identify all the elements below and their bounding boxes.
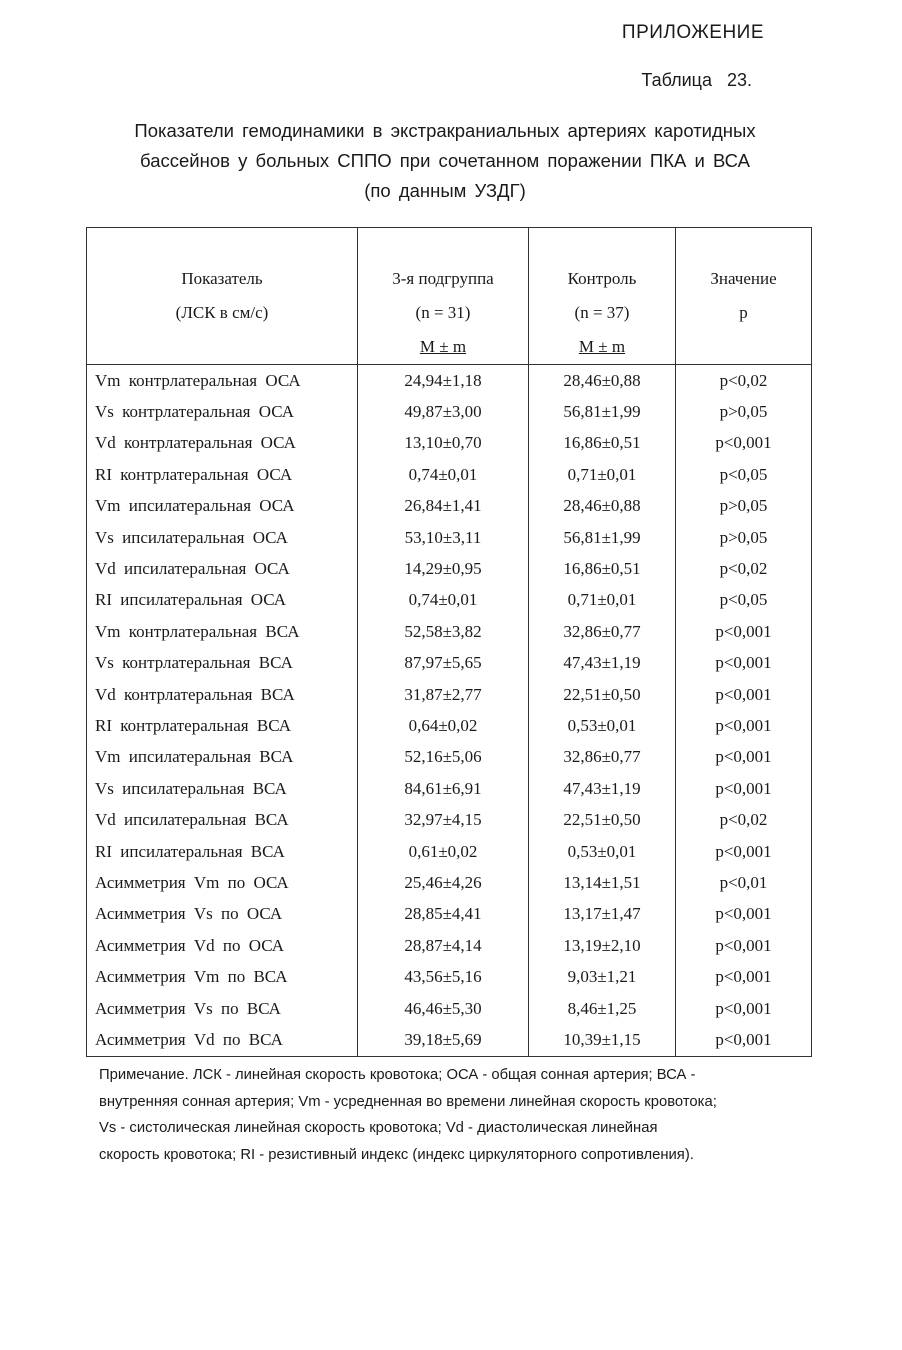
- header-text: Контроль: [567, 269, 637, 288]
- p-value-cell: p<0,001: [676, 428, 812, 459]
- indicator-cell: Асимметрия Vm по ОСА: [87, 867, 358, 898]
- table-row: [87, 961, 812, 992]
- p-value-cell: p<0,001: [676, 648, 812, 679]
- indicator-cell: Vm контрлатеральная ОСА: [87, 365, 358, 397]
- indicator-cell: Vs контрлатеральная ОСА: [87, 396, 358, 427]
- indicator-cell: Асимметрия Vm по ВСА: [87, 961, 358, 992]
- control-value-cell: 13,14±1,51: [529, 867, 676, 898]
- control-value-cell: 56,81±1,99: [529, 396, 676, 427]
- subgroup-value-cell: 0,64±0,02: [358, 710, 529, 741]
- header-p-value: [676, 228, 812, 365]
- subgroup-value-cell: 39,18±5,69: [358, 1024, 529, 1056]
- p-value-cell: p<0,01: [676, 867, 812, 898]
- table-row: [87, 773, 812, 804]
- header-text: Показатель: [181, 269, 263, 288]
- control-value-cell: 16,86±0,51: [529, 428, 676, 459]
- p-value-cell: p<0,05: [676, 585, 812, 616]
- header-text: (n = 31): [415, 303, 471, 322]
- subgroup-value-cell: 13,10±0,70: [358, 428, 529, 459]
- hemodynamics-table: [86, 227, 812, 1057]
- indicator-cell: Асимметрия Vd по ОСА: [87, 930, 358, 961]
- table-row: [87, 585, 812, 616]
- subgroup-value-cell: 0,61±0,02: [358, 836, 529, 867]
- subgroup-value-cell: 26,84±1,41: [358, 491, 529, 522]
- subgroup-value-cell: 52,58±3,82: [358, 616, 529, 647]
- indicator-cell: Vd ипсилатеральная ОСА: [87, 553, 358, 584]
- subgroup-value-cell: 43,56±5,16: [358, 961, 529, 992]
- table-row: [87, 553, 812, 584]
- subgroup-value-cell: 87,97±5,65: [358, 648, 529, 679]
- subgroup-value-cell: 49,87±3,00: [358, 396, 529, 427]
- table-row: [87, 679, 812, 710]
- control-value-cell: 16,86±0,51: [529, 553, 676, 584]
- indicator-cell: Асимметрия Vs по ВСА: [87, 993, 358, 1024]
- table-header-row: [87, 228, 812, 365]
- subgroup-value-cell: 46,46±5,30: [358, 993, 529, 1024]
- table-note: [99, 1062, 817, 1168]
- control-value-cell: 28,46±0,88: [529, 491, 676, 522]
- p-value-cell: p<0,05: [676, 459, 812, 490]
- subgroup-value-cell: 52,16±5,06: [358, 742, 529, 773]
- p-value-cell: p<0,02: [676, 365, 812, 397]
- indicator-cell: Vs контрлатеральная ВСА: [87, 648, 358, 679]
- indicator-cell: Vm контрлатеральная ВСА: [87, 616, 358, 647]
- control-value-cell: 56,81±1,99: [529, 522, 676, 553]
- indicator-cell: RI контрлатеральная ВСА: [87, 710, 358, 741]
- p-value-cell: p<0,001: [676, 773, 812, 804]
- table-row: [87, 428, 812, 459]
- control-value-cell: 0,71±0,01: [529, 585, 676, 616]
- note-line: скорость кровотока; RI - резистивный индекс (индекс циркуляторного сопротивления).: [99, 1146, 694, 1163]
- p-value-cell: p<0,001: [676, 836, 812, 867]
- subgroup-value-cell: 31,87±2,77: [358, 679, 529, 710]
- table-row: [87, 365, 812, 397]
- p-value-cell: p>0,05: [676, 522, 812, 553]
- indicator-cell: Vm ипсилатеральная ОСА: [87, 491, 358, 522]
- header-text: p: [739, 303, 748, 322]
- indicator-cell: Vd контрлатеральная ВСА: [87, 679, 358, 710]
- p-value-cell: p<0,02: [676, 804, 812, 835]
- table-row: [87, 993, 812, 1024]
- table-row: [87, 459, 812, 490]
- subgroup-value-cell: 24,94±1,18: [358, 365, 529, 397]
- subgroup-value-cell: 25,46±4,26: [358, 867, 529, 898]
- note-line: Примечание. ЛСК - линейная скорость кровотока; ОСА - общая сонная артерия; ВСА -: [99, 1067, 696, 1083]
- table-number: Таблица 23.: [641, 70, 752, 90]
- control-value-cell: 32,86±0,77: [529, 742, 676, 773]
- table-row: [87, 804, 812, 835]
- subgroup-value-cell: 28,85±4,41: [358, 899, 529, 930]
- subgroup-value-cell: 14,29±0,95: [358, 553, 529, 584]
- p-value-cell: p<0,001: [676, 710, 812, 741]
- table-row: [87, 867, 812, 898]
- header-text: Значение: [710, 269, 777, 288]
- p-value-cell: p<0,001: [676, 616, 812, 647]
- control-value-cell: 47,43±1,19: [529, 773, 676, 804]
- subgroup-value-cell: 28,87±4,14: [358, 930, 529, 961]
- indicator-cell: Асимметрия Vd по ВСА: [87, 1024, 358, 1056]
- p-value-cell: p<0,001: [676, 993, 812, 1024]
- p-value-cell: p<0,001: [676, 930, 812, 961]
- control-value-cell: 22,51±0,50: [529, 679, 676, 710]
- indicator-cell: RI ипсилатеральная ВСА: [87, 836, 358, 867]
- header-text: M ± m: [578, 337, 626, 356]
- control-value-cell: 8,46±1,25: [529, 993, 676, 1024]
- table-row: [87, 396, 812, 427]
- caption-line: бассейнов у больных СППО при сочетанном поражении ПКА и ВСА: [140, 150, 750, 171]
- header-text: (n = 37): [574, 303, 630, 322]
- header-text: M ± m: [419, 337, 467, 356]
- p-value-cell: p<0,001: [676, 899, 812, 930]
- table-body: [87, 365, 812, 1057]
- control-value-cell: 9,03±1,21: [529, 961, 676, 992]
- control-value-cell: 32,86±0,77: [529, 616, 676, 647]
- table-row: [87, 522, 812, 553]
- control-value-cell: 13,17±1,47: [529, 899, 676, 930]
- subgroup-value-cell: 32,97±4,15: [358, 804, 529, 835]
- p-value-cell: p<0,001: [676, 1024, 812, 1056]
- header-text: (ЛСК в см/с): [175, 303, 269, 322]
- table-row: [87, 836, 812, 867]
- subgroup-value-cell: 0,74±0,01: [358, 459, 529, 490]
- appendix-label: ПРИЛОЖЕНИЕ: [621, 22, 764, 43]
- indicator-cell: Асимметрия Vs по ОСА: [87, 899, 358, 930]
- control-value-cell: 13,19±2,10: [529, 930, 676, 961]
- table-row: [87, 1024, 812, 1056]
- p-value-cell: p<0,001: [676, 961, 812, 992]
- control-value-cell: 47,43±1,19: [529, 648, 676, 679]
- p-value-cell: p<0,001: [676, 679, 812, 710]
- caption-line: (по данным УЗДГ): [364, 180, 526, 201]
- indicator-cell: Vd контрлатеральная ОСА: [87, 428, 358, 459]
- table-row: [87, 616, 812, 647]
- subgroup-value-cell: 0,74±0,01: [358, 585, 529, 616]
- p-value-cell: p<0,02: [676, 553, 812, 584]
- header-control: [529, 228, 676, 365]
- note-line: Vs - систолическая линейная скорость кровотока; Vd - диастолическая линейная: [99, 1120, 658, 1136]
- indicator-cell: Vd ипсилатеральная ВСА: [87, 804, 358, 835]
- subgroup-value-cell: 84,61±6,91: [358, 773, 529, 804]
- header-text: 3-я подгруппа: [392, 269, 494, 288]
- header-subgroup: [358, 228, 529, 365]
- indicator-cell: RI ипсилатеральная ОСА: [87, 585, 358, 616]
- table-row: [87, 648, 812, 679]
- caption-line: Показатели гемодинамики в экстракраниальных артериях каротидных: [134, 120, 756, 141]
- table-row: [87, 710, 812, 741]
- p-value-cell: p>0,05: [676, 396, 812, 427]
- control-value-cell: 0,53±0,01: [529, 710, 676, 741]
- control-value-cell: 22,51±0,50: [529, 804, 676, 835]
- p-value-cell: p<0,001: [676, 742, 812, 773]
- header-indicator: [87, 228, 358, 365]
- control-value-cell: 0,71±0,01: [529, 459, 676, 490]
- table-row: [87, 899, 812, 930]
- table-row: [87, 742, 812, 773]
- control-value-cell: 0,53±0,01: [529, 836, 676, 867]
- indicator-cell: RI контрлатеральная ОСА: [87, 459, 358, 490]
- table-row: [87, 491, 812, 522]
- note-line: внутренняя сонная артерия; Vm - усредненная во времени линейная скорость кровотока;: [99, 1093, 717, 1110]
- subgroup-value-cell: 53,10±3,11: [358, 522, 529, 553]
- indicator-cell: Vs ипсилатеральная ВСА: [87, 773, 358, 804]
- p-value-cell: p>0,05: [676, 491, 812, 522]
- indicator-cell: Vm ипсилатеральная ВСА: [87, 742, 358, 773]
- table-caption: [70, 116, 820, 206]
- control-value-cell: 10,39±1,15: [529, 1024, 676, 1056]
- control-value-cell: 28,46±0,88: [529, 365, 676, 397]
- indicator-cell: Vs ипсилатеральная ОСА: [87, 522, 358, 553]
- table-row: [87, 930, 812, 961]
